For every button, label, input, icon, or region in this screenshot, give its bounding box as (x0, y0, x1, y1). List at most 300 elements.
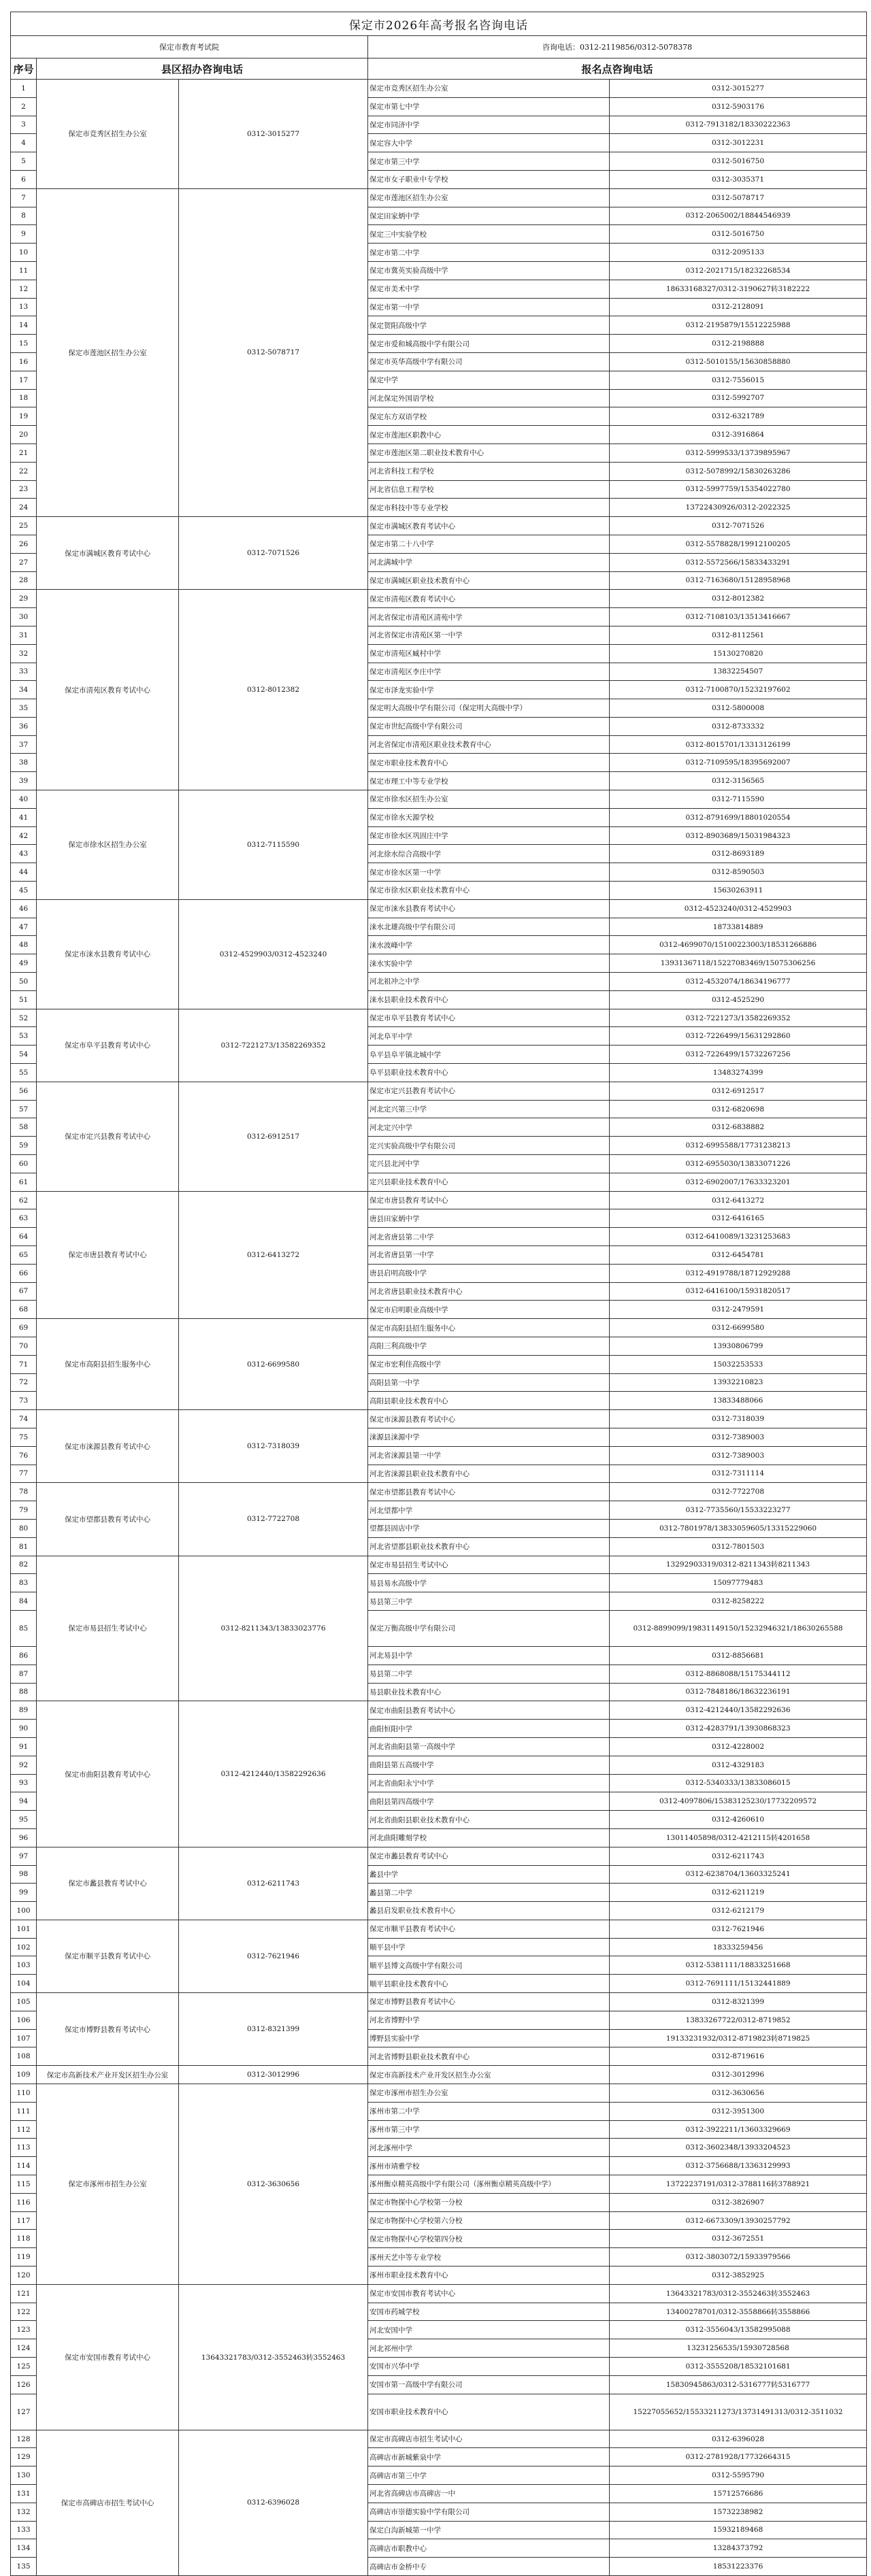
site-name: 涿州市靖雅学校 (368, 2157, 610, 2175)
row-number: 16 (11, 352, 37, 371)
site-phone: 13833488066 (610, 1392, 867, 1410)
site-phone: 0312-5992707 (610, 389, 867, 407)
site-name: 蠡县第二中学 (368, 1884, 610, 1902)
row-number: 27 (11, 553, 37, 571)
site-phone: 0312-3826907 (610, 2193, 867, 2211)
row-number: 132 (11, 2503, 37, 2521)
site-name: 涞源县涞源中学 (368, 1428, 610, 1446)
site-phone: 0312-3156565 (610, 772, 867, 790)
site-name: 顺平县职业技术教育中心 (368, 1975, 610, 1993)
row-number: 119 (11, 2248, 37, 2266)
site-name: 河北保定外国语学校 (368, 389, 610, 407)
site-phone: 13292903319/0312-8211343转8211343 (610, 1556, 867, 1574)
row-number: 74 (11, 1410, 37, 1428)
row-number: 53 (11, 1027, 37, 1046)
row-number: 102 (11, 1938, 37, 1956)
site-name: 河北省涞源县职业技术教育中心 (368, 1465, 610, 1483)
site-phone: 0312-6211743 (610, 1847, 867, 1865)
district-office-name: 保定市莲池区招生办公室 (37, 188, 179, 516)
site-name: 保定市满城区教育考试中心 (368, 517, 610, 535)
site-phone: 18333259456 (610, 1938, 867, 1956)
table-row (11, 899, 867, 918)
site-phone: 18531223376 (610, 2558, 867, 2576)
site-phone: 0312-5078717 (610, 188, 867, 207)
site-name: 高碑店市第三中学 (368, 2466, 610, 2485)
row-number: 75 (11, 1428, 37, 1446)
site-name: 曲阳县第四高级中学 (368, 1792, 610, 1811)
header-district-office: 县区招办咨询电话 (37, 58, 368, 80)
site-name: 蠡县中学 (368, 1865, 610, 1884)
site-name: 河北省博野中学 (368, 2011, 610, 2029)
site-phone: 0312-6413272 (610, 1191, 867, 1209)
row-number: 125 (11, 2358, 37, 2376)
row-number: 4 (11, 134, 37, 152)
site-name: 河北祁州中学 (368, 2339, 610, 2358)
district-office-phone: 0312-7318039 (179, 1410, 368, 1483)
site-phone: 13931367118/15227083469/15075306256 (610, 954, 867, 973)
row-number: 70 (11, 1337, 37, 1355)
site-name: 保定市英华高级中学有限公司 (368, 352, 610, 371)
site-phone: 0312-3602348/13933204523 (610, 2139, 867, 2157)
site-phone: 15130270820 (610, 644, 867, 663)
site-name: 唐县田家炳中学 (368, 1209, 610, 1228)
site-name: 保定市曲阳县教育考试中心 (368, 1701, 610, 1720)
row-number: 106 (11, 2011, 37, 2029)
site-phone: 0312-2198888 (610, 335, 867, 353)
row-number: 100 (11, 1902, 37, 1920)
site-name: 河北望都中学 (368, 1501, 610, 1520)
site-name: 保定市第一中学 (368, 298, 610, 316)
district-office-phone: 0312-7071526 (179, 517, 368, 590)
district-office-name: 保定市博野县教育考试中心 (37, 1993, 179, 2066)
district-office-name: 保定市顺平县教育考试中心 (37, 1920, 179, 1992)
site-name: 保定市竞秀区招生办公室 (368, 80, 610, 98)
row-number: 24 (11, 499, 37, 517)
site-phone: 0312-7071526 (610, 517, 867, 535)
row-number: 21 (11, 444, 37, 462)
site-phone: 0312-6212179 (610, 1902, 867, 1920)
site-name: 河北满城中学 (368, 553, 610, 571)
district-office-name: 保定市涿州市招生办公室 (37, 2084, 179, 2285)
row-number: 126 (11, 2375, 37, 2394)
site-name: 河北省曲阳永宁中学 (368, 1774, 610, 1792)
row-number: 34 (11, 681, 37, 699)
row-number: 78 (11, 1483, 37, 1501)
district-office-phone: 0312-5078717 (179, 188, 368, 516)
row-number: 107 (11, 2029, 37, 2047)
row-number: 61 (11, 1173, 37, 1191)
site-name: 高碑店市职教中心 (368, 2539, 610, 2558)
site-phone: 0312-3556043/13582995088 (610, 2321, 867, 2339)
site-name: 望都县固店中学 (368, 1519, 610, 1537)
table-row (11, 1993, 867, 2011)
site-phone: 15830945863/0312-5316777转5316777 (610, 2375, 867, 2394)
district-office-name: 保定市易县招生考试中心 (37, 1556, 179, 1701)
row-number: 71 (11, 1355, 37, 1373)
site-name: 保定市清苑区李庄中学 (368, 663, 610, 681)
site-phone: 15630263911 (610, 882, 867, 900)
site-name: 阜平县阜平镇北城中学 (368, 1046, 610, 1064)
site-name: 涿州衡卓精英高级中学有限公司（涿州衡卓精英高级中学） (368, 2175, 610, 2194)
district-office-name: 保定市望都县教育考试中心 (37, 1483, 179, 1556)
site-phone: 0312-3012996 (610, 2066, 867, 2084)
row-number: 122 (11, 2303, 37, 2321)
row-number: 50 (11, 973, 37, 991)
site-phone: 0312-6321789 (610, 407, 867, 426)
site-name: 保定市第七中学 (368, 97, 610, 116)
directory-table (10, 12, 867, 2576)
site-name: 保定市博野县教育考试中心 (368, 1993, 610, 2011)
site-phone: 0312-8321399 (610, 1993, 867, 2011)
site-name: 曲阳恒阳中学 (368, 1720, 610, 1738)
row-number: 94 (11, 1792, 37, 1811)
district-office-phone: 0312-3630656 (179, 2084, 368, 2285)
district-office-phone: 0312-4529903/0312-4523240 (179, 899, 368, 1009)
table-row (11, 790, 867, 809)
site-phone: 0312-7221273/13582269352 (610, 1009, 867, 1027)
site-name: 保定市理工中等专业学校 (368, 772, 610, 790)
site-name: 高阳三利高级中学 (368, 1337, 610, 1355)
site-name: 保定东方双语学校 (368, 407, 610, 426)
site-phone: 0312-8868088/15175344112 (610, 1665, 867, 1683)
row-number: 83 (11, 1574, 37, 1592)
site-phone: 0312-5340333/13833086015 (610, 1774, 867, 1792)
site-phone: 0312-5997759/15354022780 (610, 480, 867, 499)
site-name: 保定市第三中学 (368, 152, 610, 171)
site-phone: 0312-4532074/18634196777 (610, 973, 867, 991)
site-name: 河北省望都县职业技术教育中心 (368, 1537, 610, 1556)
row-number: 131 (11, 2485, 37, 2503)
row-number: 81 (11, 1537, 37, 1556)
table-row (11, 2084, 867, 2103)
site-name: 保定市物探中心学校第四分校 (368, 2230, 610, 2248)
site-phone: 0312-3951300 (610, 2102, 867, 2120)
site-phone: 0312-4919788/18712929288 (610, 1264, 867, 1282)
site-phone: 0312-8899099/19831149150/15232946321/18630265588 (610, 1610, 867, 1646)
row-number: 3 (11, 116, 37, 134)
site-name: 高阳县职业技术教育中心 (368, 1392, 610, 1410)
row-number: 66 (11, 1264, 37, 1282)
row-number: 12 (11, 280, 37, 298)
site-phone: 0312-6995588/17731238213 (610, 1137, 867, 1155)
row-number: 91 (11, 1737, 37, 1756)
site-name: 保定市世纪高级中学有限公司 (368, 717, 610, 735)
site-phone: 0312-3035371 (610, 170, 867, 188)
row-number: 41 (11, 808, 37, 826)
row-number: 104 (11, 1975, 37, 1993)
header-serial-no: 序号 (11, 58, 37, 80)
site-phone: 0312-8856681 (610, 1646, 867, 1665)
site-name: 保定市冀英实验高级中学 (368, 261, 610, 280)
site-phone: 13932210823 (610, 1373, 867, 1392)
site-phone: 0312-7691111/15132441889 (610, 1975, 867, 1993)
site-phone: 0312-2021715/18232268534 (610, 261, 867, 280)
site-name: 保定三中实验学校 (368, 225, 610, 244)
row-number: 68 (11, 1301, 37, 1319)
table-row (11, 1920, 867, 1938)
row-number: 85 (11, 1610, 37, 1646)
site-phone: 0312-6238704/13603325241 (610, 1865, 867, 1884)
site-name: 易县第三中学 (368, 1592, 610, 1611)
site-name: 保定市徐水区第一中学 (368, 863, 610, 882)
row-number: 10 (11, 244, 37, 262)
site-phone: 0312-7389003 (610, 1446, 867, 1465)
site-phone: 0312-4525290 (610, 990, 867, 1009)
table-row (11, 80, 867, 98)
site-name: 河北定兴第三中学 (368, 1100, 610, 1118)
row-number: 40 (11, 790, 37, 809)
site-phone: 0312-4097806/15383125230/17732209572 (610, 1792, 867, 1811)
site-phone: 0312-7226499/15631292860 (610, 1027, 867, 1046)
site-name: 保定万衡高级中学有限公司 (368, 1610, 610, 1646)
site-name: 保定市望都县教育考试中心 (368, 1483, 610, 1501)
site-phone: 0312-8733332 (610, 717, 867, 735)
table-row (11, 2066, 867, 2084)
site-name: 保定市科技中等专业学校 (368, 499, 610, 517)
site-name: 顺平县中学 (368, 1938, 610, 1956)
district-office-phone: 0312-7621946 (179, 1920, 368, 1992)
site-name: 河北安国中学 (368, 2321, 610, 2339)
row-number: 98 (11, 1865, 37, 1884)
site-phone: 13832254507 (610, 663, 867, 681)
site-name: 安国市兴华中学 (368, 2358, 610, 2376)
site-phone: 0312-2195879/15512225988 (610, 316, 867, 335)
table-row (11, 1191, 867, 1209)
site-name: 涞水波峰中学 (368, 936, 610, 954)
site-name: 河北省唐县职业技术教育中心 (368, 1282, 610, 1301)
district-office-phone: 0312-6699580 (179, 1319, 368, 1410)
district-office-name: 保定市高碑店市招生考试中心 (37, 2430, 179, 2575)
site-name: 保定市满城区职业技术教育中心 (368, 571, 610, 590)
site-phone: 0312-5572566/15833433291 (610, 553, 867, 571)
row-number: 67 (11, 1282, 37, 1301)
row-number: 124 (11, 2339, 37, 2358)
row-number: 84 (11, 1592, 37, 1611)
site-phone: 0312-6416165 (610, 1209, 867, 1228)
site-name: 河北祖冲之中学 (368, 973, 610, 991)
site-name: 保定市宏利佳高级中学 (368, 1355, 610, 1373)
row-number: 25 (11, 517, 37, 535)
site-phone: 0312-7722708 (610, 1483, 867, 1501)
site-phone: 0312-7100870/15232197602 (610, 681, 867, 699)
site-phone: 0312-6410089/13231253683 (610, 1228, 867, 1246)
site-name: 保定市莲池区职教中心 (368, 426, 610, 444)
district-office-phone: 0312-6396028 (179, 2430, 368, 2575)
site-phone: 0312-6396028 (610, 2430, 867, 2448)
site-phone: 0312-3015277 (610, 80, 867, 98)
site-phone: 0312-4523240/0312-4529903 (610, 899, 867, 918)
row-number: 5 (11, 152, 37, 171)
site-name: 保定市职业技术教育中心 (368, 754, 610, 772)
site-name: 保定贺阳高级中学 (368, 316, 610, 335)
row-number: 110 (11, 2084, 37, 2103)
site-phone: 0312-7556015 (610, 371, 867, 389)
site-name: 保定市启明职业高级中学 (368, 1301, 610, 1319)
row-number: 38 (11, 754, 37, 772)
site-phone: 0312-5381111/18833251668 (610, 1956, 867, 1975)
site-phone: 13400278701/0312-3558866转3558866 (610, 2303, 867, 2321)
row-number: 93 (11, 1774, 37, 1792)
row-number: 79 (11, 1501, 37, 1520)
site-name: 保定市物探中心学校第一分校 (368, 2193, 610, 2211)
row-number: 134 (11, 2539, 37, 2558)
site-name: 涞水北雄高级中学有限公司 (368, 918, 610, 936)
site-phone: 0312-7801978/13833059605/13315229060 (610, 1519, 867, 1537)
table-row (11, 1319, 867, 1337)
table-row (11, 188, 867, 207)
site-phone: 13011405898/0312-4212115转4201658 (610, 1828, 867, 1847)
row-number: 31 (11, 626, 37, 644)
row-number: 2 (11, 97, 37, 116)
site-name: 高碑店市崇德实验中学有限公司 (368, 2503, 610, 2521)
site-phone: 0312-3756688/13363129993 (610, 2157, 867, 2175)
district-office-name: 保定市曲阳县教育考试中心 (37, 1701, 179, 1847)
site-phone: 19133231932/0312-8719823转8719825 (610, 2029, 867, 2047)
row-number: 97 (11, 1847, 37, 1865)
phone-directory-sheet (10, 12, 866, 2576)
row-number: 30 (11, 608, 37, 626)
site-phone: 0312-7109595/18395692007 (610, 754, 867, 772)
site-phone: 13722237191/0312-3788116转3788921 (610, 2175, 867, 2194)
row-number: 95 (11, 1811, 37, 1829)
site-phone: 0312-6912517 (610, 1082, 867, 1100)
site-phone: 0312-6699580 (610, 1319, 867, 1337)
site-name: 保定市泽龙实验中学 (368, 681, 610, 699)
site-phone: 0312-6211219 (610, 1884, 867, 1902)
row-number: 114 (11, 2157, 37, 2175)
site-name: 安国市药城学校 (368, 2303, 610, 2321)
consult-phone: 咨询电话：0312-2119856/0312-5078378 (368, 36, 867, 58)
site-name: 河北涿州中学 (368, 2139, 610, 2157)
row-number: 77 (11, 1465, 37, 1483)
site-name: 保定市徐水区巩固庄中学 (368, 826, 610, 845)
site-phone: 0312-5016750 (610, 152, 867, 171)
site-name: 保定市涞源县教育考试中心 (368, 1410, 610, 1428)
district-office-name: 保定市阜平县教育考试中心 (37, 1009, 179, 1082)
row-number: 121 (11, 2284, 37, 2303)
row-number: 11 (11, 261, 37, 280)
site-phone: 13284373792 (610, 2539, 867, 2558)
site-phone: 0312-8590503 (610, 863, 867, 882)
site-name: 涿州市第二中学 (368, 2102, 610, 2120)
row-number: 64 (11, 1228, 37, 1246)
row-number: 58 (11, 1118, 37, 1137)
site-name: 涿州天艺中等专业学校 (368, 2248, 610, 2266)
row-number: 15 (11, 335, 37, 353)
site-name: 涞水实验中学 (368, 954, 610, 973)
site-name: 曲阳县第五高级中学 (368, 1756, 610, 1774)
table-row (11, 2284, 867, 2303)
site-name: 定兴县职业技术教育中心 (368, 1173, 610, 1191)
row-number: 96 (11, 1828, 37, 1847)
site-name: 顺平县博文高级中学有限公司 (368, 1956, 610, 1975)
site-phone: 0312-5595790 (610, 2466, 867, 2485)
row-number: 37 (11, 735, 37, 754)
table-row (11, 590, 867, 608)
site-phone: 13231256535/15930728568 (610, 2339, 867, 2358)
district-office-name: 保定市定兴县教育考试中心 (37, 1082, 179, 1191)
district-office-phone: 0312-3015277 (179, 80, 368, 189)
site-name: 高碑店市新城紫泉中学 (368, 2448, 610, 2466)
site-name: 易县第二中学 (368, 1665, 610, 1683)
district-office-phone: 13643321783/0312-3552463转3552463 (179, 2284, 368, 2430)
site-phone: 0312-5800008 (610, 699, 867, 718)
row-number: 120 (11, 2266, 37, 2285)
row-number: 28 (11, 571, 37, 590)
table-row (11, 1082, 867, 1100)
row-number: 135 (11, 2558, 37, 2576)
row-number: 65 (11, 1246, 37, 1265)
district-office-name: 保定市蠡县教育考试中心 (37, 1847, 179, 1920)
district-office-phone: 0312-7115590 (179, 790, 368, 900)
site-phone: 0312-8015701/13313126199 (610, 735, 867, 754)
site-phone: 15097779483 (610, 1574, 867, 1592)
site-phone: 0312-4260610 (610, 1811, 867, 1829)
district-office-phone: 0312-7221273/13582269352 (179, 1009, 368, 1082)
site-phone: 0312-2065002/18844546939 (610, 207, 867, 225)
district-office-phone: 0312-7722708 (179, 1483, 368, 1556)
site-name: 保定市同济中学 (368, 116, 610, 134)
row-number: 76 (11, 1446, 37, 1465)
row-number: 7 (11, 188, 37, 207)
site-phone: 0312-7735560/15533223277 (610, 1501, 867, 1520)
district-office-phone: 0312-6912517 (179, 1082, 368, 1191)
site-name: 河北定兴中学 (368, 1118, 610, 1137)
row-number: 26 (11, 535, 37, 553)
site-phone: 0312-2479591 (610, 1301, 867, 1319)
site-name: 河北省科技工程学校 (368, 462, 610, 480)
site-name: 保定市高碑店市招生考试中心 (368, 2430, 610, 2448)
row-number: 32 (11, 644, 37, 663)
site-name: 保定市莲池区招生办公室 (368, 188, 610, 207)
row-number: 113 (11, 2139, 37, 2157)
row-number: 57 (11, 1100, 37, 1118)
row-number: 51 (11, 990, 37, 1009)
site-phone: 13483274399 (610, 1064, 867, 1082)
row-number: 19 (11, 407, 37, 426)
row-number: 109 (11, 2066, 37, 2084)
site-phone: 0312-6902007/17633323201 (610, 1173, 867, 1191)
row-number: 112 (11, 2120, 37, 2139)
row-number: 69 (11, 1319, 37, 1337)
row-number: 123 (11, 2321, 37, 2339)
site-phone: 0312-5578828/19912100205 (610, 535, 867, 553)
row-number: 82 (11, 1556, 37, 1574)
site-phone: 0312-5016750 (610, 225, 867, 244)
site-phone: 0312-2128091 (610, 298, 867, 316)
site-name: 保定市美术中学 (368, 280, 610, 298)
site-name: 河北曲阳雕刻学校 (368, 1828, 610, 1847)
site-name: 保定市清苑区臧村中学 (368, 644, 610, 663)
table-row (11, 1701, 867, 1720)
site-name: 河北省保定市清苑区职业技术教育中心 (368, 735, 610, 754)
site-phone: 0312-7311114 (610, 1465, 867, 1483)
row-number: 127 (11, 2394, 37, 2430)
site-name: 博野县实验中学 (368, 2029, 610, 2047)
site-phone: 0312-8012382 (610, 590, 867, 608)
site-phone: 0312-3922211/13603329669 (610, 2120, 867, 2139)
site-name: 保定市女子职业中专学校 (368, 170, 610, 188)
row-number: 72 (11, 1373, 37, 1392)
site-phone: 0312-7801503 (610, 1537, 867, 1556)
site-name: 保定市徐水区招生办公室 (368, 790, 610, 809)
site-phone: 0312-7226499/15732267256 (610, 1046, 867, 1064)
site-name: 保定市唐县教育考试中心 (368, 1191, 610, 1209)
site-name: 保定市安国市教育考试中心 (368, 2284, 610, 2303)
site-phone: 0312-2095133 (610, 244, 867, 262)
row-number: 108 (11, 2047, 37, 2066)
row-number: 43 (11, 845, 37, 863)
